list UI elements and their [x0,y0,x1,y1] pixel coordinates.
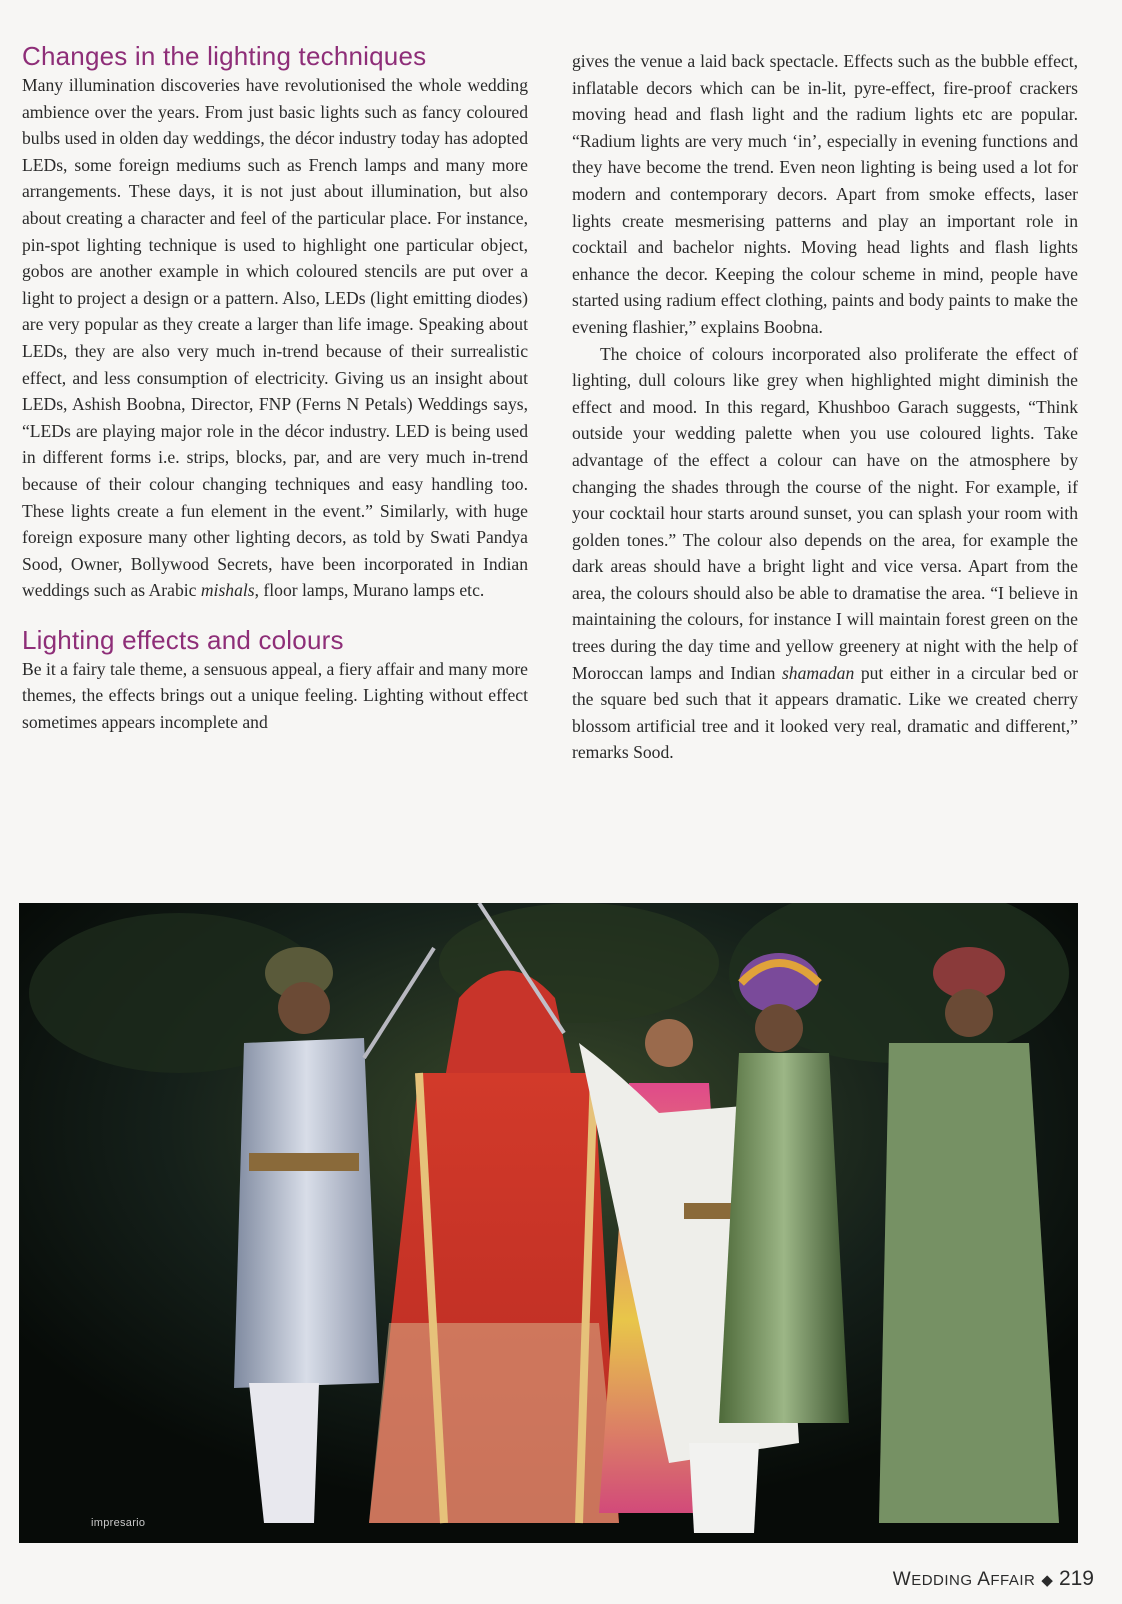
paragraph-text: Many illumination discoveries have revolutionised the whole wedding ambience over the years. From just basic lights such as fancy coloured bulbs used in olden day weddings, the décor industry today has adopted LEDs, some foreign mediums such as French lamps and many more arrangements. These days, it is not just about illumination, but also about creating a character and feel of the particular place. For instance, pin-spot lighting technique is used to highlight one particular object, gobos are another example in which coloured stencils are put over a light to project a design or a pattern. Also, LEDs (light emitting diodes) are very popular as they create a larger than life image. Speaking about LEDs, they are also very much in-trend because of their surrealistic effect, and less consumption of electricity. Giving us an insight about LEDs, Ashish Boobna, Director, FNP (Ferns N Petals) Weddings says, “LEDs are playing major role in the décor industry. LED is being used in different forms i.e. strips, blocks, par, and are very much in-trend because of their colour changing techniques and easy handling too. These lights create a fun element in the event.” Similarly, with huge foreign exposure many other lighting decors, as told by Swati Pandya Sood, Owner, Bollywood Secrets, have been incorporated in Indian weddings such as Arabic [22,75,528,601]
photo-credit: impresario [91,1517,146,1529]
section-heading-lighting-techniques: Changes in the lighting techniques [22,41,427,71]
page-number: 219 [1058,1567,1094,1590]
left-column [22,40,528,736]
wedding-procession-photo [19,903,1078,1543]
photo-illustration [19,903,1078,1543]
paragraph-effects-continued: gives the venue a laid back spectacle. Effects such as the bubble effect, inflatable decors which can be in-lit, pyre-effect, fire-proof crackers moving head and flash light and the radium lights etc are popular. “Radium lights are very much ‘in’, especially in evening functions and they have become the trend. Even neon lighting is being used a lot for modern and contemporary decors. Apart from smoke effects, laser lights create mesmerising patterns and play an important role in cocktail and bachelor nights. Moving head lights and flash lights enhance the decor. Keeping the colour scheme in mind, people have started using radium effect clothing, paints and body paints to make the evening flashier,” explains Boobna. [572,51,1078,337]
magazine-name-initial-w: W [892,1569,912,1590]
italic-term-mishals: mishals [200,580,255,601]
magazine-name-part1: EDDING [911,1572,978,1589]
page-footer [893,1567,1094,1591]
right-column [572,48,1078,766]
section-heading-effects-colours: Lighting effects and colours [22,624,344,655]
italic-term-shamadan: shamadan [781,662,855,683]
magazine-name [893,1569,1036,1591]
paragraph-text-end: put either in a circular bed or the square bed such that it appears dramatic. Like we created cherry blossom artificial tree and it looked very real, dramatic and different,” remarks Sood. [572,662,1078,763]
paragraph-effects-intro: Be it a fairy tale theme, a sensuous appeal, a fiery affair and many more themes, the effects brings out a unique feeling. Lighting without effect sometimes appears incomplete and [22,658,528,733]
paragraph-text-end: , floor lamps, Murano lamps etc. [254,580,485,601]
magazine-name-part2: FFAIR [990,1572,1036,1589]
paragraph-lighting-techniques [22,72,528,604]
paragraph-colour-choice [572,341,1078,767]
magazine-name-initial-a: A [977,1569,991,1590]
paragraph-text: The choice of colours incorporated also proliferate the effect of lighting, dull colours like grey when highlighted might diminish the effect and mood. In this regard, Khushboo Garach suggests, “Think outside your wedding palette when you use coloured lights. Take advantage of the effect a colour can have on the atmosphere by changing the shades through the course of the night. For example, if your cocktail hour starts around sunset, you can splash your room with golden tones.” The colour also depends on the area, for example the dark areas should have a bright light and vice versa. Apart from the area, the colours should also be able to dramatise the area. “I believe in maintaining the colours, for instance I will maintain forest green on the trees during the day time and yellow greenery at night with the help of Moroccan lamps and Indian [572,343,1078,683]
diamond-icon: ◆ [1041,1572,1053,1589]
